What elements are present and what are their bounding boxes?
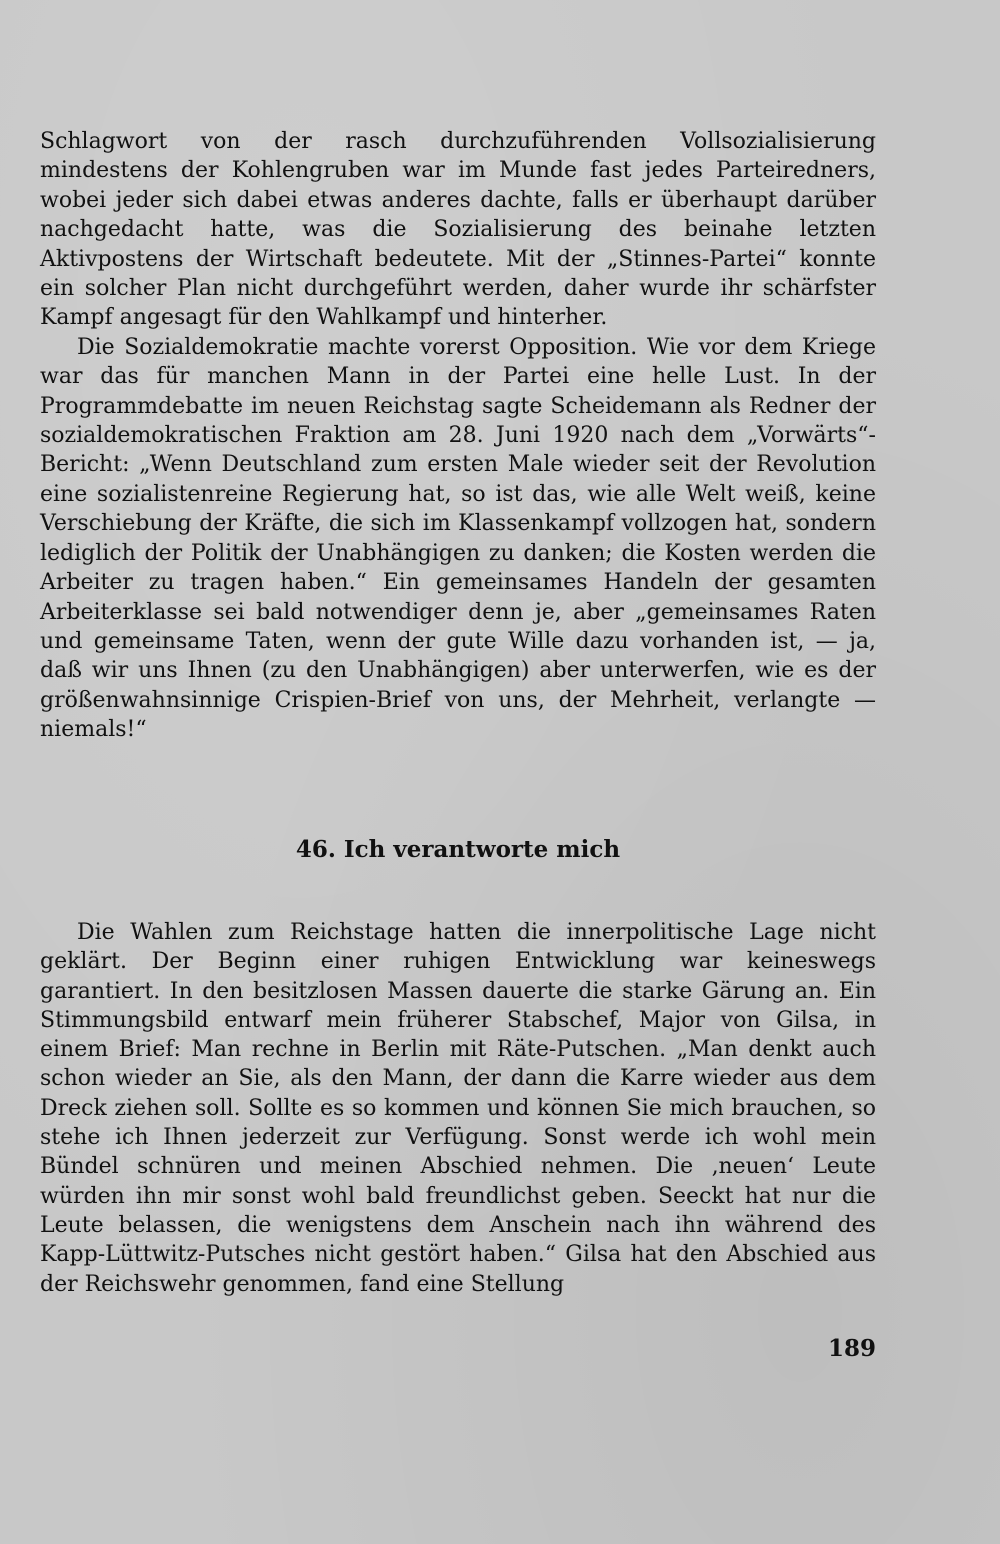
text-section-bottom (40, 918, 876, 1299)
page-number: 189 (827, 1335, 876, 1362)
chapter-title: 46. Ich verantworte mich (295, 836, 621, 863)
paragraph-1: Schlagwort von der rasch durchzuführenden Vollsozialisierung mindestens der Kohlengruben war im Munde fast jedes Parteiredners, wobei jeder sich dabei etwas anderes dachte, falls er überhaupt darüber nachgedacht hatte, was die Sozialisierung des beinahe letzten Aktivpostens der Wirtschaft bedeutete. Mit der „Stinnes-Partei“ konnte ein solcher Plan nicht durchgeführt werden, daher wurde ihr schärfster Kampf angesagt für den Wahlkampf und hinterher. (40, 129, 876, 331)
text-section-top (40, 127, 876, 745)
paragraph-2: Die Sozialdemokratie machte vorerst Opposition. Wie vor dem Kriege war das für manchen Mann in der Partei eine helle Lust. In der Programmdebatte im neuen Reichstag sagte Scheidemann als Redner der sozialdemokratischen Fraktion am 28. Juni 1920 nach dem „Vorwärts“-Bericht: „Wenn Deutschland zum ersten Male wieder seit der Revolution eine sozialistenreine Regierung hat, so ist das, wie alle Welt weiß, keine Verschiebung der Kräfte, die sich im Klassenkampf vollzogen hat, sondern lediglich der Politik der Unabhängigen zu danken; die Kosten werden die Arbeiter zu tragen haben.“ Ein gemeinsames Handeln der gesamten Arbeiterklasse sei bald notwendiger denn je, aber „gemeinsames Raten und gemeinsame Taten, wenn der gute Wille dazu vorhanden ist, — ja, daß wir uns Ihnen (zu den Unabhängigen) aber unterwerfen, wie es der größenwahnsinnige Crispien-Brief von uns, der Mehrheit, verlangte — niemals!“ (40, 334, 876, 743)
paragraph-3: Die Wahlen zum Reichstage hatten die innerpolitische Lage nicht geklärt. Der Beginn einer ruhigen Entwicklung war keineswegs garantiert. In den besitzlosen Massen dauerte die starke Gärung an. Ein Stimmungsbild entwarf mein früherer Stabschef, Major von Gilsa, in einem Brief: Man rechne in Berlin mit Räte-Putschen. „Man denkt auch schon wieder an Sie, als den Mann, der dann die Karre wieder aus dem Dreck ziehen soll. Sollte es so kommen und können Sie mich brauchen, so stehe ich Ihnen jederzeit zur Verfügung. Sonst werde ich wohl mein Bündel schnüren und meinen Abschied nehmen. Die ‚neuen‘ Leute würden ihn mir sonst wohl bald freundlichst geben. Seeckt hat nur die Leute belassen, die wenigstens dem Anschein nach ihn während des Kapp-Lüttwitz-Putsches nicht gestört haben.“ Gilsa hat den Abschied aus der Reichswehr genommen, fand eine Stellung (40, 920, 876, 1297)
